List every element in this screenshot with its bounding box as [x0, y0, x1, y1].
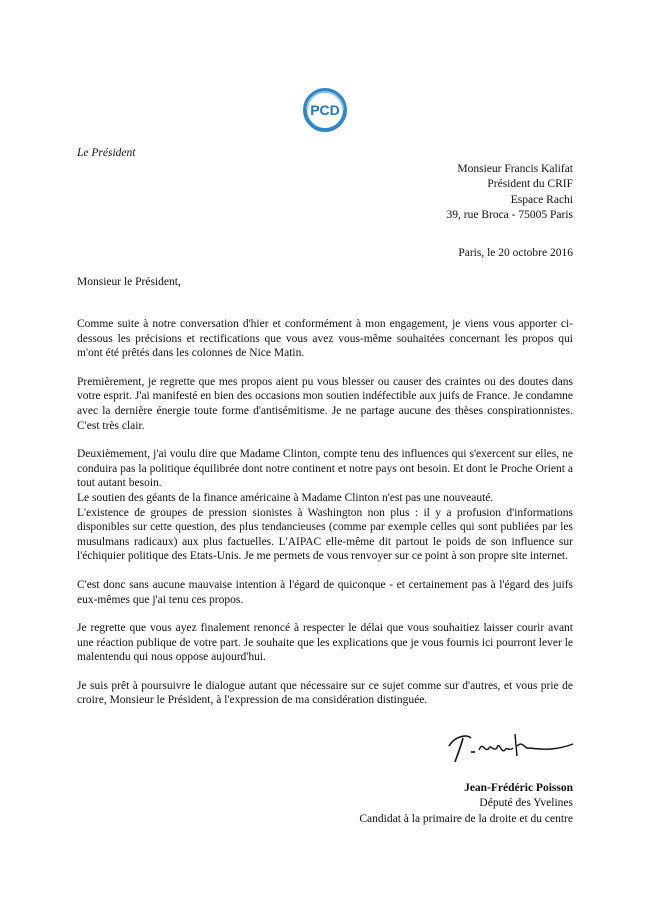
- paragraph: Je regrette que vous ayez finalement renoncé à respecter le délai que vous souhaitiez laisser courir avant une réaction publique de votre part. Je souhaite que les explications que je vous fournis ici pourront lever le malentendu qui nous oppose aujourd'hui.: [77, 622, 573, 664]
- signatory-name: Jean-Frédéric Poisson: [464, 782, 573, 794]
- recipient-address: [447, 162, 573, 223]
- letter-date: Paris, le 20 octobre 2016: [458, 247, 573, 259]
- recipient-line: Espace Rachi: [510, 193, 573, 206]
- recipient-line: Monsieur Francis Kalifat: [457, 163, 573, 175]
- handwritten-signature: [445, 726, 577, 768]
- letter-body: [77, 317, 573, 722]
- paragraph: Comme suite à notre conversation d'hier et conformément à mon engagement, je viens vous apporter ci-dessous les précisions et rectifications que vous avez vous-même souhaitées concernant les propos qui m'ont été prêtés dans les colonnes de Nice Matin.: [77, 318, 573, 360]
- sender-title: Le Président: [77, 147, 136, 159]
- paragraph: Je suis prêt à poursuivre le dialogue autant que nécessaire sur ce sujet comme sur d'autres, et vous prie de croire, Monsieur le Président, à l'expression de ma considération distinguée.: [77, 679, 573, 707]
- paragraph: C'est donc sans aucune mauvaise intention à l'égard de quiconque - et certainement pas à l'égard des juifs eux-mêmes que j'ai tenu ces propos.: [77, 578, 573, 606]
- salutation: Monsieur le Président,: [77, 276, 181, 288]
- paragraph: Deuxièmement, j'ai voulu dire que Madame Clinton, compte tenu des influences qui s'exercent sur elles, ne conduira pas la politique équilibrée dont notre continent et notre pays ont besoin. Et dont le Proche Orient a tout autant besoin.: [77, 448, 573, 490]
- signatory-role: Député des Yvelines: [479, 797, 573, 810]
- recipient-line: 39, rue Broca - 75005 Paris: [446, 208, 573, 221]
- paragraph: Premièrement, je regrette que mes propos aient pu vous blesser ou causer des craintes ou des doutes dans votre esprit. J'ai manifesté en bien des occasions mon soutien indéfectible aux juifs de France. Je condamne avec la dernière énergie toute forme d'antisémitisme. Je ne partage aucune des thèses conspirationnistes. C'est très clair.: [77, 375, 573, 432]
- logo-text: PCD: [310, 102, 340, 118]
- paragraph: L'existence de groupes de pression sionistes à Washington non plus : il y a profusion d'informations disponibles sur cette question, des plus tendancieuses (comme par exemple celles qui sont publiées par les musulmans radicaux) aux plus factuelles. L'AIPAC elle-même dit partout le poids de son influence sur l'échiquier politique des Etats-Unis. Je me permets de vous renvoyer sur ce point à son propre site internet.: [77, 506, 573, 563]
- pcd-logo: [302, 87, 348, 133]
- signatory-candidacy: Candidat à la primaire de la droite et du centre: [359, 812, 573, 825]
- recipient-line: Président du CRIF: [487, 178, 573, 191]
- paragraph: Le soutien des géants de la finance américaine à Madame Clinton n'est pas une nouveauté.: [77, 491, 494, 504]
- signature-block: [359, 781, 573, 827]
